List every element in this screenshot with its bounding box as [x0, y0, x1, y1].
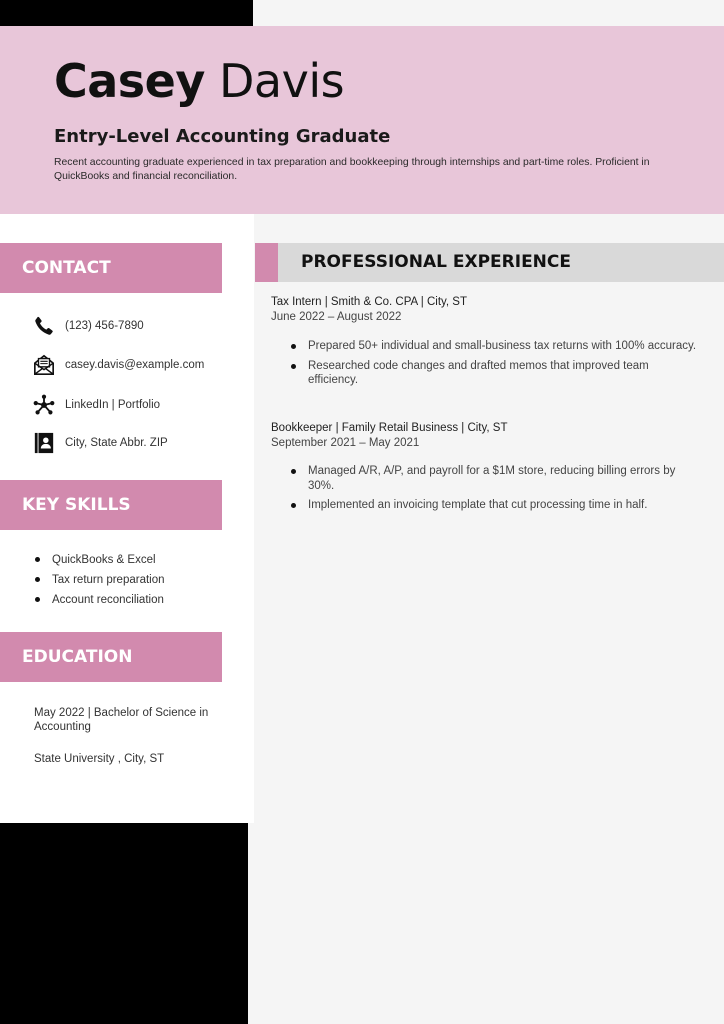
experience-heading: PROFESSIONAL EXPERIENCE [301, 252, 571, 272]
black-region-bottom [0, 823, 248, 1024]
job-header: Bookkeeper | Family Retail Business | City, ST [271, 422, 508, 434]
experience-accent [255, 243, 278, 282]
job-bullets [290, 464, 700, 518]
black-region-top [0, 0, 253, 26]
envelope-icon [33, 354, 55, 376]
job-title: Entry-Level Accounting Graduate [54, 126, 391, 147]
links-text[interactable]: LinkedIn | Portfolio [65, 399, 161, 411]
job-header: Tax Intern | Smith & Co. CPA | City, ST [271, 296, 467, 308]
job-bullets [290, 339, 700, 393]
education-heading: EDUCATION [0, 632, 222, 682]
skills-heading: KEY SKILLS [0, 480, 222, 530]
first-name: Casey [54, 54, 205, 108]
phone-text: (123) 456-7890 [65, 320, 144, 332]
skill-item: Account reconciliation [34, 592, 165, 612]
job-bullet: Implemented an invoicing template that cut processing time in half. [290, 498, 700, 513]
skills-list [34, 552, 165, 612]
last-name: Davis [219, 54, 345, 108]
skill-item: Tax return preparation [34, 572, 165, 592]
email-text: casey.davis@example.com [65, 359, 205, 371]
contact-heading: CONTACT [0, 243, 222, 293]
address-text: City, State Abbr. ZIP [65, 437, 168, 449]
job-bullet: Managed A/R, A/P, and payroll for a $1M store, reducing billing errors by 30%. [290, 464, 700, 493]
phone-icon [33, 315, 55, 337]
contact-email [33, 353, 204, 377]
job-bullet: Prepared 50+ individual and small-business tax returns with 100% accuracy. [290, 339, 700, 354]
job-dates: June 2022 – August 2022 [271, 311, 402, 323]
contact-links [33, 393, 160, 417]
contact-address [33, 431, 168, 455]
education-school: State University , City, ST [34, 753, 165, 765]
summary: Recent accounting graduate experienced in tax preparation and bookkeeping through internships and part-time roles. Proficient in QuickBooks and financial reconciliation. [54, 157, 650, 182]
address-book-icon [33, 432, 55, 454]
candidate-name [54, 54, 345, 108]
job-bullet: Researched code changes and drafted memos that improved team efficiency. [290, 359, 700, 388]
skill-item: QuickBooks & Excel [34, 552, 165, 572]
contact-phone [33, 314, 144, 338]
network-icon [33, 394, 55, 416]
education-degree: May 2022 | Bachelor of Science in Accounting [34, 707, 209, 733]
job-dates: September 2021 – May 2021 [271, 437, 420, 449]
